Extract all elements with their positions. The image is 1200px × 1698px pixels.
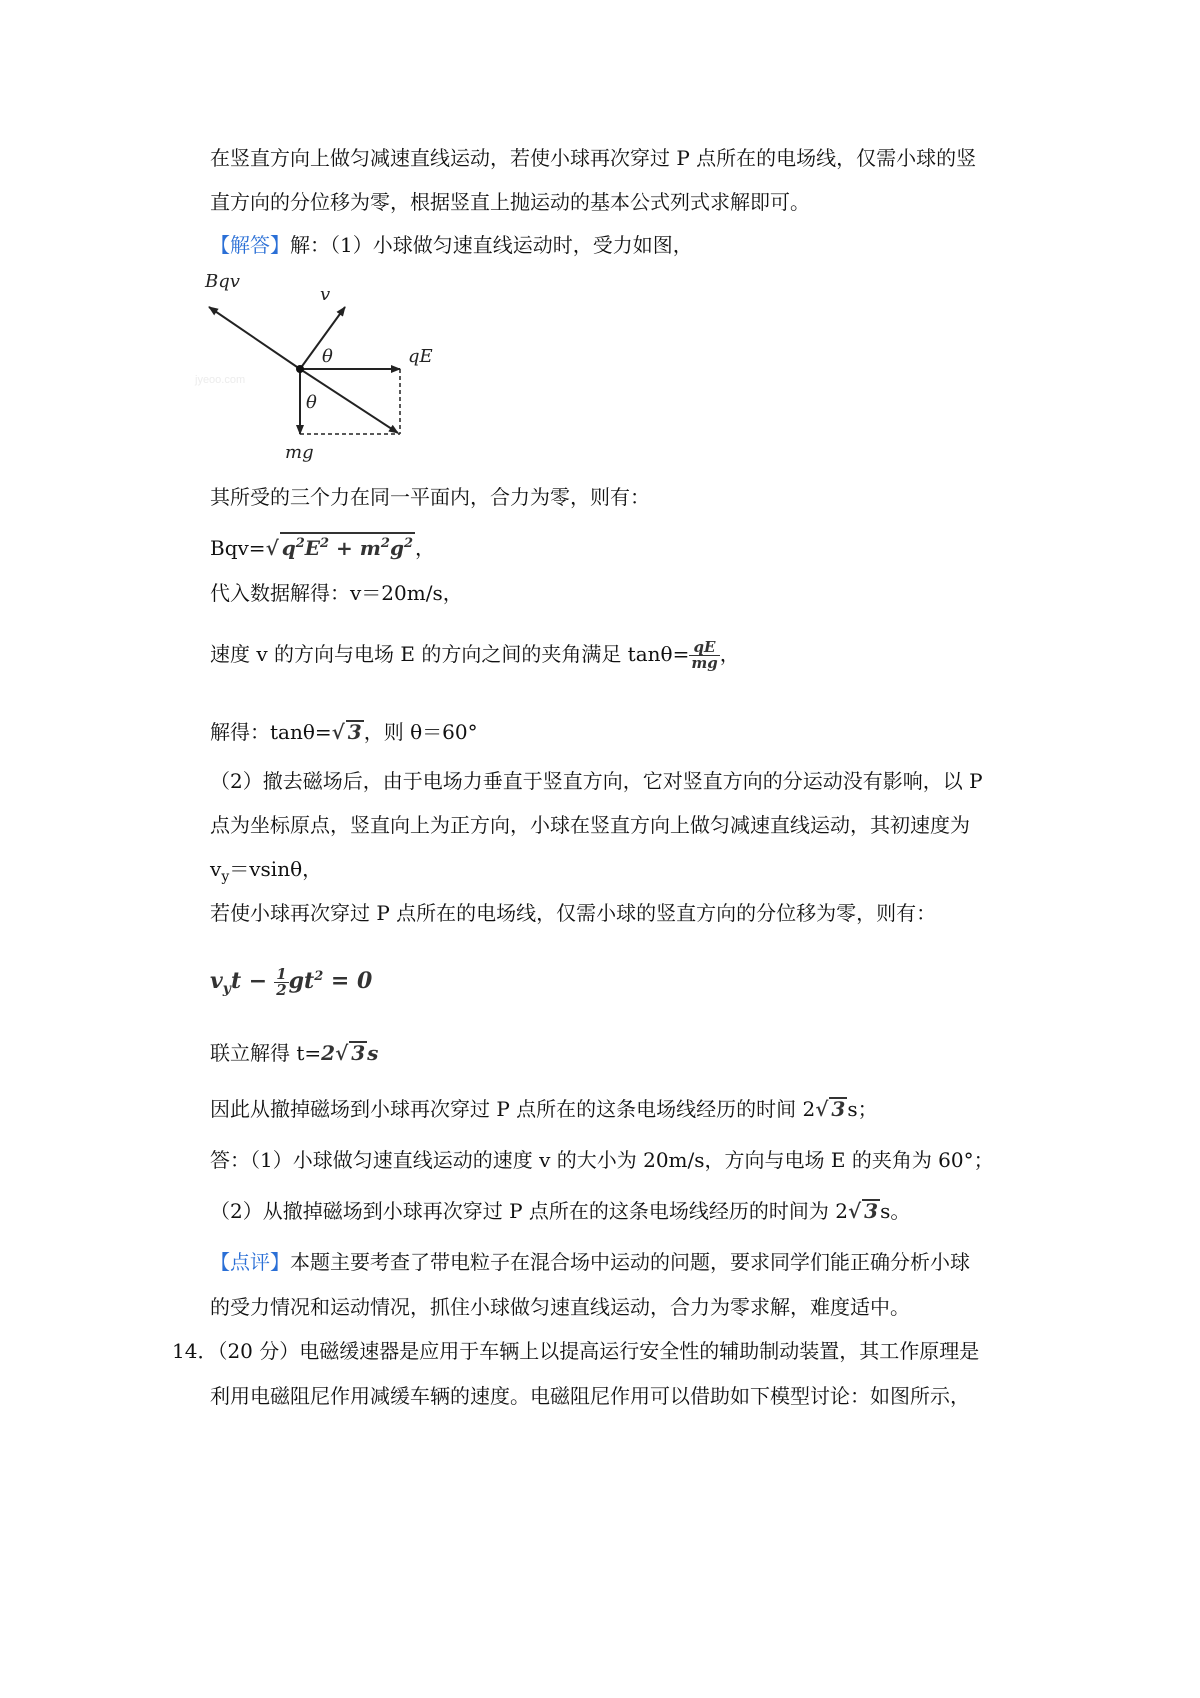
- question-14-line-2: 利用电磁阻尼作用减缓车辆的速度。电磁阻尼作用可以借助如下模型讨论：如图所示，: [210, 1384, 970, 1408]
- vy-line: $v_y=vsin\theta$，: [210, 857, 323, 885]
- sqrt3-expression: √ 3: [331, 720, 362, 744]
- solve-line: [210, 719, 478, 745]
- text-line-4: 其所受的三个力在同一平面内，合力为零，则有：: [210, 485, 650, 509]
- t-result-value: 2√ 3 s: [321, 1041, 379, 1065]
- label-mg: mg: [285, 442, 314, 463]
- formula-bqv-suffix: ，: [414, 536, 435, 560]
- answer-tag: 【解答】: [210, 233, 290, 257]
- solve-prefix: 解得：tanθ=: [210, 720, 332, 744]
- text-line-9: （2）撤去磁场后，由于电场力垂直于竖直方向，它对竖直方向的分运动没有影响，以 P: [210, 769, 983, 793]
- fraction-half: $\frac{1}{2}$: [276, 964, 287, 999]
- fraction-qe-mg: $\frac{qE}{mg}$: [691, 638, 718, 672]
- text-line-1: 在竖直方向上做匀减速直线运动，若使小球再次穿过 P 点所在的电场线，仅需小球的竖: [210, 146, 977, 170]
- diagram-watermark: jyeoo.com: [195, 374, 246, 386]
- formula-bqv-line: [210, 532, 435, 561]
- answer-intro: 解：（1）小球做匀速直线运动时，受力如图，: [290, 233, 693, 257]
- answer-2-line: （2）从撤掉磁场到小球再次穿过 P 点所在的这条电场线经历的时间为 2√ 3 s。: [210, 1199, 911, 1223]
- formula-bqv-prefix: Bqv=: [210, 536, 266, 560]
- text-line-2: 直方向的分位移为零，根据竖直上抛运动的基本公式列式求解即可。: [210, 190, 810, 214]
- bqv-arrow: [209, 307, 300, 369]
- tan-suffix: ，: [719, 642, 740, 666]
- text-line-16: 答：（1）小球做匀速直线运动的速度 v 的大小为 20m/s，方向与电场 E 的夹角为 60°；: [210, 1148, 994, 1172]
- answer-line: [210, 232, 693, 258]
- label-bqv: Bqv: [205, 271, 240, 292]
- text-line-6: 代入数据解得：v＝20m/s，: [210, 581, 463, 605]
- label-theta-upper: θ: [322, 346, 333, 367]
- equation-line: $v_yt$ − $\frac{1}{2}$ $gt^2 = 0$: [210, 964, 373, 999]
- tan-prefix: 速度 v 的方向与电场 E 的方向之间的夹角满足 tanθ=: [210, 642, 690, 666]
- question-14-line-1: 14．（20 分）电磁缓速器是应用于车辆上以提高运行安全性的辅助制动装置，其工作原理是: [172, 1339, 980, 1363]
- text-line-19: 的受力情况和运动情况，抓住小球做匀速直线运动，合力为零求解，难度适中。: [210, 1295, 910, 1319]
- text-line-10: 点为坐标原点，竖直向上为正方向，小球在竖直方向上做匀减速直线运动，其初速度为: [210, 813, 970, 837]
- t-result-line: [210, 1040, 378, 1066]
- text-line-12: 若使小球再次穿过 P 点所在的电场线，仅需小球的竖直方向的分位移为零，则有：: [210, 901, 937, 925]
- ball-point: [296, 365, 304, 373]
- t-result-prefix: 联立解得 t=: [210, 1041, 322, 1065]
- label-v: v: [320, 284, 331, 305]
- label-theta-lower: θ: [306, 392, 317, 413]
- review-line: [210, 1249, 970, 1275]
- conclusion-line: 因此从撤掉磁场到小球再次穿过 P 点所在的这条电场线经历的时间 2√ 3 s；: [210, 1097, 878, 1121]
- tan-line: [210, 640, 740, 671]
- label-qe: qE: [408, 346, 433, 367]
- review-text: 本题主要考查了带电粒子在混合场中运动的问题，要求同学们能正确分析小球: [290, 1250, 970, 1274]
- review-tag: 【点评】: [210, 1250, 290, 1274]
- force-diagram: [195, 271, 455, 470]
- sqrt-expression: √ $q^2E^2 + m^2g^2$: [266, 536, 415, 560]
- solve-suffix: ，则 θ＝60°: [363, 720, 478, 744]
